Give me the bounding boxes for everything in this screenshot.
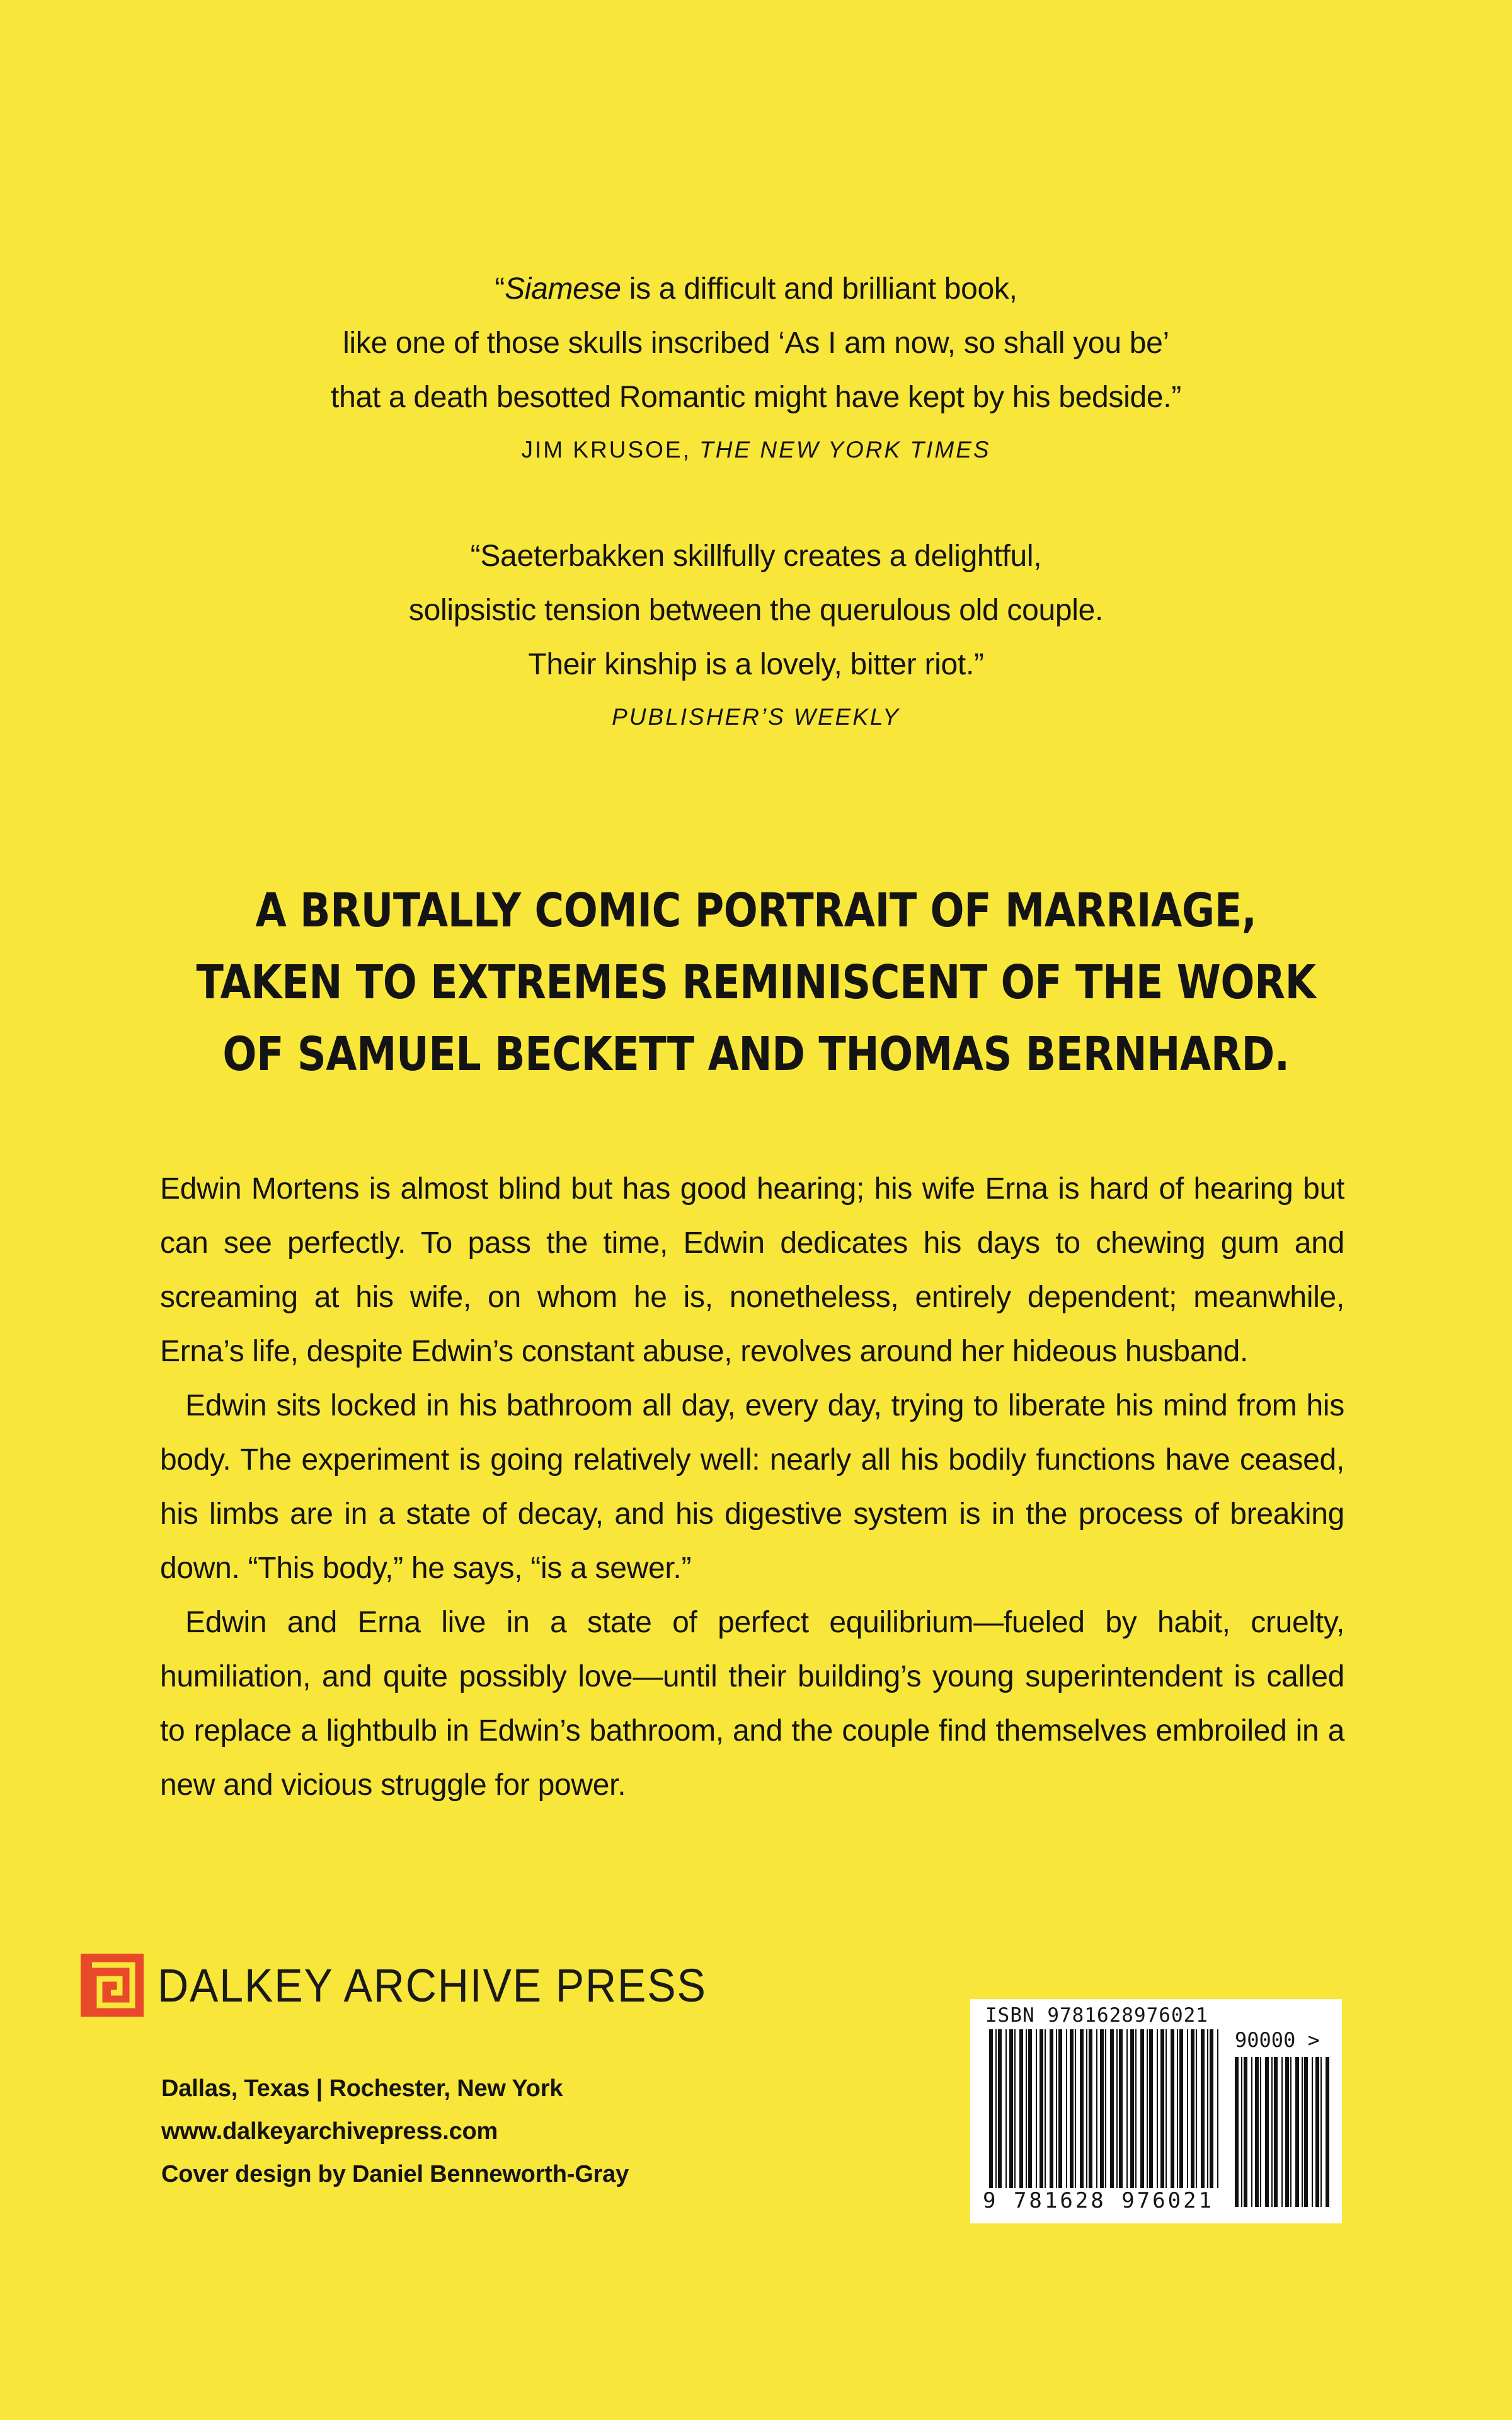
barcode-digits: 9 781628 976021 [983,2188,1215,2213]
imprint-info [161,2067,629,2196]
addon-price-code: 90000 > [1235,2028,1320,2052]
quote-1-line-2: like one of those skulls inscribed ‘As I am now, so shall you be’ [343,326,1169,360]
headline [106,875,1406,1090]
book-description [160,1162,1344,1812]
quote-1-line-1: “Siamese is a difficult and brilliant book, [495,272,1017,306]
isbn-label: ISBN 9781628976021 [985,2004,1208,2027]
book-title-italic: Siamese [505,272,621,306]
publisher-name: DALKEY ARCHIVE PRESS [158,1959,707,2012]
cover-design-credit: Cover design by Daniel Benneworth-Gray [161,2161,629,2187]
quote-2-line-3: Their kinship is a lovely, bitter riot.” [528,648,984,681]
review-quote-1 [0,262,1512,469]
review-quote-2 [0,529,1512,736]
quote-2-line-1: “Saeterbakken skillfully creates a delightful, [470,539,1042,573]
description-paragraph-2: Edwin sits locked in his bathroom all day, every day, trying to liberate his mind from his body. The experiment is going relatively well: nearly all his bodily functions have ceased, his limbs are in a state of decay, and his digestive system is in the process of breaking down. “This body,” he says, “is a sewer.” [160,1389,1344,1585]
headline-line-3: OF SAMUEL BECKETT AND THOMAS BERNHARD. [222,1027,1290,1081]
publisher-logo-block [81,1954,755,2017]
dalkey-logo-icon [81,1954,144,2017]
quote-1-line-3: that a death besotted Romantic might have kept by his bedside.” [331,381,1181,414]
quote-1-source: JIM KRUSOE, THE NEW YORK TIMES [521,437,991,463]
publisher-locations: Dallas, Texas | Rochester, New York [161,2075,563,2102]
isbn-barcode [970,1999,1342,2223]
quote-2-line-2: solipsistic tension between the querulous old couple. [408,594,1104,627]
headline-line-1: A BRUTALLY COMIC PORTRAIT OF MARRIAGE, [255,884,1257,938]
description-paragraph-1: Edwin Mortens is almost blind but has good hearing; his wife Erna is hard of hearing but can see perfectly. To pass the time, Edwin dedicates his days to chewing gum and screaming at his wife, on whom he is, nonetheless, entirely dependent; meanwhile, Erna’s life, despite Edwin’s constant abuse, revolves around her hideous husband. [160,1172,1344,1368]
publisher-website: www.dalkeyarchivepress.com [161,2118,498,2145]
quote-2-source: PUBLISHER’S WEEKLY [612,704,900,730]
headline-line-2: TAKEN TO EXTREMES REMINISCENT OF THE WORK [196,955,1316,1010]
description-paragraph-3: Edwin and Erna live in a state of perfect equilibrium—fueled by habit, cruelty, humiliation, and quite possibly love—until their building’s young superintendent is called to replace a lightbulb in Edwin’s bathroom, and the couple find themselves embroiled in a new and vicious struggle for power. [160,1606,1344,1802]
